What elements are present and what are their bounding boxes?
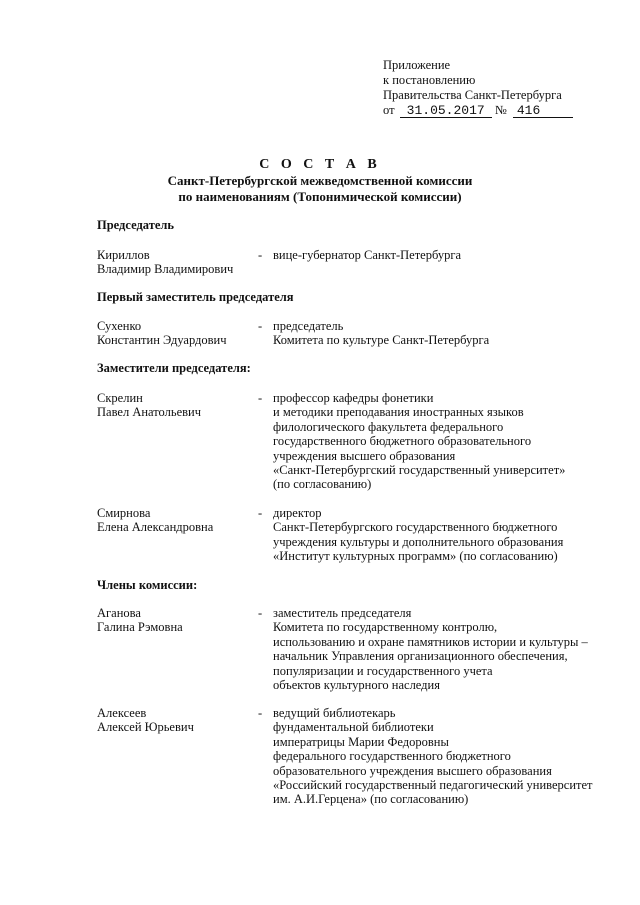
person-name bbox=[97, 248, 257, 277]
role-line: начальник Управления организационного обеспечения, bbox=[273, 649, 568, 664]
section-members: Члены комиссии: bbox=[97, 578, 198, 592]
role-line: профессор кафедры фонетики bbox=[273, 391, 434, 405]
surname: Кириллов bbox=[97, 248, 150, 262]
section-chair: Председатель bbox=[97, 218, 175, 232]
role-line: им. А.И.Герцена» (по согласованию) bbox=[273, 792, 469, 807]
appendix-line-1: Приложение bbox=[383, 58, 451, 72]
role-line: директор bbox=[273, 506, 322, 520]
person-name bbox=[97, 391, 257, 420]
given-names: Константин Эдуардович bbox=[97, 333, 227, 348]
surname: Сухенко bbox=[97, 319, 142, 333]
resolution-number: 416 bbox=[513, 104, 573, 118]
role-line: председатель bbox=[273, 319, 344, 333]
role-line: императрицы Марии Федоровны bbox=[273, 734, 449, 749]
role-line: «Санкт-Петербургский государственный университет» bbox=[273, 463, 566, 478]
given-names: Елена Александровна bbox=[97, 520, 214, 535]
given-names: Алексей Юрьевич bbox=[97, 720, 194, 735]
role-line: образовательного учреждения высшего образования bbox=[273, 763, 552, 778]
resolution-date: 31.05.2017 bbox=[400, 104, 492, 118]
dash-separator: - bbox=[258, 248, 263, 262]
given-names: Галина Рэмовна bbox=[97, 620, 183, 635]
appendix-date-line bbox=[383, 103, 573, 118]
number-prefix: № bbox=[494, 103, 507, 117]
person-role bbox=[273, 506, 618, 564]
title-main: С О С Т А В bbox=[259, 157, 381, 172]
role-line: Комитета по культуре Санкт-Петербурга bbox=[273, 333, 490, 348]
surname: Скрелин bbox=[97, 391, 143, 405]
role-line: популяризации и государственного учета bbox=[273, 663, 493, 678]
dash-separator: - bbox=[258, 319, 263, 333]
role-line: учреждения высшего образования bbox=[273, 448, 456, 463]
surname: Смирнова bbox=[97, 506, 151, 520]
title-line-3: по наименованиям (Топонимической комиссии) bbox=[178, 189, 462, 204]
person-role bbox=[273, 706, 618, 807]
appendix-line-2: к постановлению bbox=[383, 73, 476, 87]
given-names: Владимир Владимирович bbox=[97, 262, 234, 277]
dash-separator: - bbox=[258, 506, 263, 520]
title-line-2: Санкт-Петербургской межведомственной комиссии bbox=[167, 173, 473, 188]
person-role bbox=[273, 391, 618, 492]
role-line: использованию и охране памятников истории и культуры – bbox=[273, 634, 588, 649]
role-line: учреждения культуры и дополнительного образования bbox=[273, 534, 564, 549]
appendix-line-3: Правительства Санкт-Петербурга bbox=[383, 88, 562, 102]
surname: Алексеев bbox=[97, 706, 147, 720]
role-line: объектов культурного наследия bbox=[273, 678, 440, 693]
section-deputies: Заместители председателя: bbox=[97, 361, 251, 375]
role-line: фундаментальной библиотеки bbox=[273, 720, 434, 735]
person-name bbox=[97, 606, 257, 635]
person-role bbox=[273, 248, 618, 262]
role-line: «Российский государственный педагогический университет bbox=[273, 778, 593, 793]
role-line: государственного бюджетного образовательного bbox=[273, 434, 532, 449]
given-names: Павел Анатольевич bbox=[97, 405, 202, 420]
role-line: федерального государственного бюджетного bbox=[273, 749, 511, 764]
role-line: вице-губернатор Санкт-Петербурга bbox=[273, 248, 462, 262]
surname: Аганова bbox=[97, 606, 141, 620]
role-line: Санкт-Петербургского государственного бюджетного bbox=[273, 520, 558, 535]
person-role bbox=[273, 319, 618, 348]
dash-separator: - bbox=[258, 706, 263, 720]
dash-separator: - bbox=[258, 391, 263, 405]
role-line: филологического факультета федерального bbox=[273, 419, 504, 434]
role-line: Комитета по государственному контролю, bbox=[273, 620, 498, 635]
person-role bbox=[273, 606, 618, 692]
role-line: «Институт культурных программ» (по согласованию) bbox=[273, 549, 558, 564]
date-prefix: от bbox=[383, 103, 395, 117]
role-line: и методики преподавания иностранных языков bbox=[273, 405, 524, 420]
person-name bbox=[97, 319, 257, 348]
dash-separator: - bbox=[258, 606, 263, 620]
role-line: ведущий библиотекарь bbox=[273, 706, 396, 720]
person-name bbox=[97, 506, 257, 535]
person-name bbox=[97, 706, 257, 735]
role-line: (по согласованию) bbox=[273, 477, 372, 492]
role-line: заместитель председателя bbox=[273, 606, 412, 620]
document-title bbox=[0, 157, 640, 205]
appendix-block bbox=[383, 58, 573, 118]
section-first-deputy: Первый заместитель председателя bbox=[97, 290, 294, 304]
